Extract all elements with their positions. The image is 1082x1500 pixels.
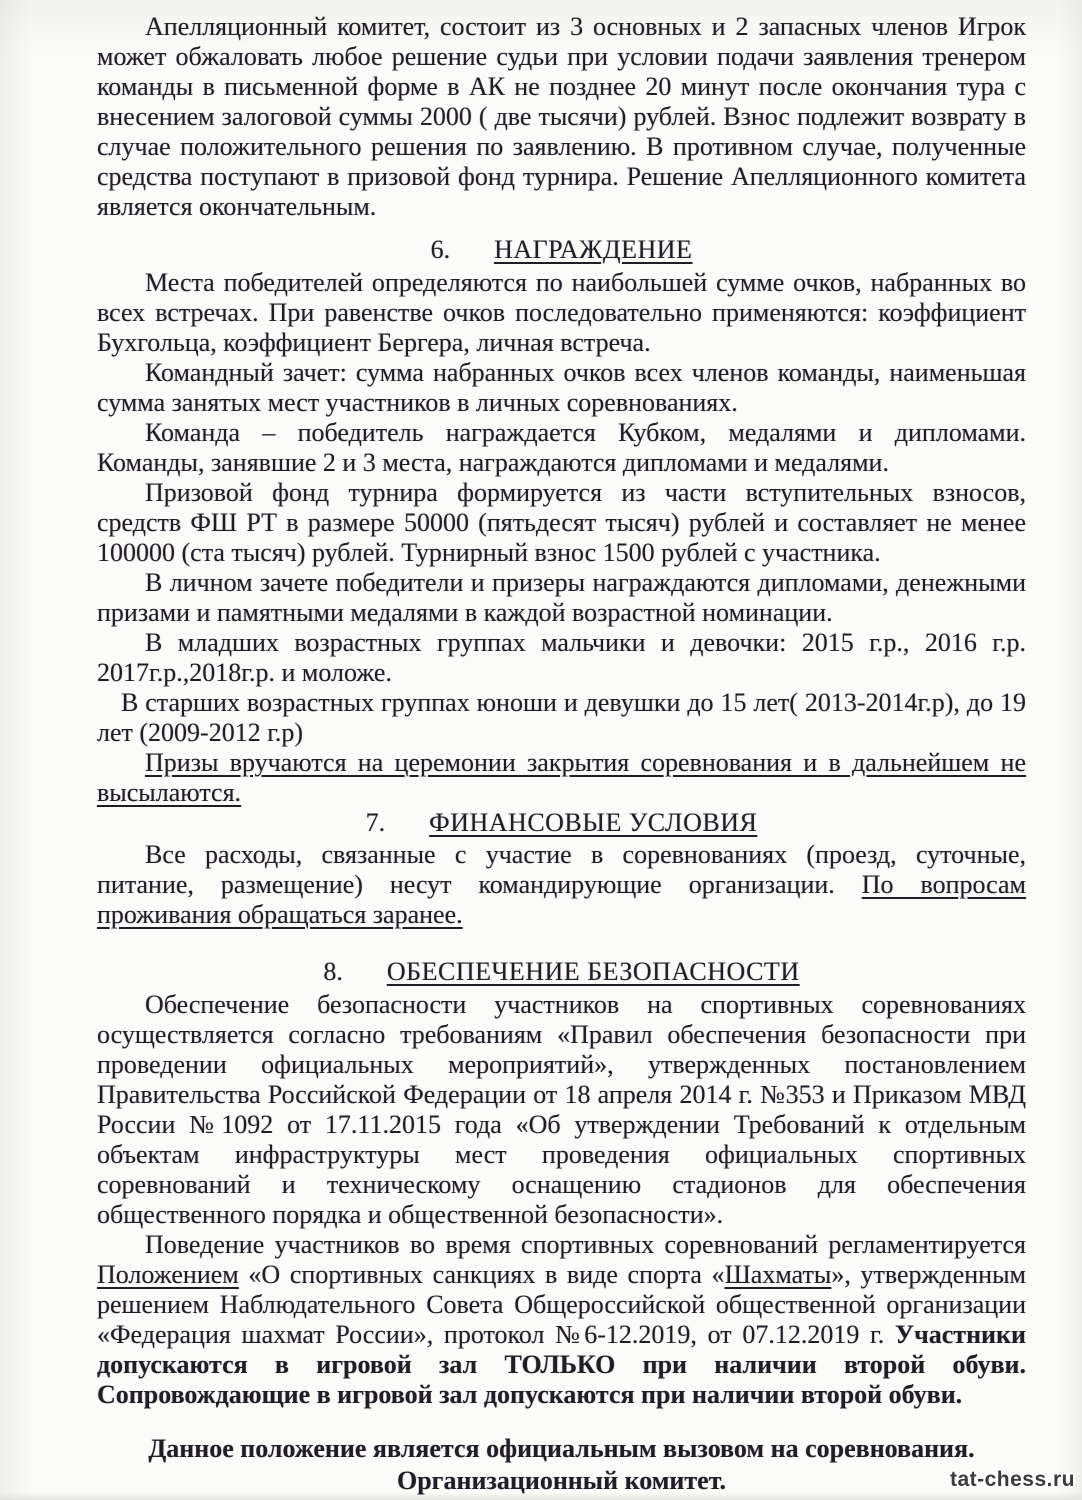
security-paragraph-regulations: Обеспечение безопасности участников на спортивных соревнованиях осуществляется согласно требованиям «Правил обеспечения безопасности при проведении официальных мероприятий», утвержденных постановлением Правительства Российской Федерации от 18 апреля 2014 г. №353 и Приказом МВД России №1092 от 17.11.2015 года «Об утверждении Требований к отдельным объектам инфраструктуры мест проведения официальных спортивных соревнований и техническому оснащению стадионов для обеспечения общественного порядка и общественной безопасности». (97, 990, 1026, 1229)
paragraph-appeal-committee: Апелляционный комитет, состоит из 3 основных и 2 запасных членов Игрок может обжаловать любое решение судьи при условии подачи заявления тренером команды в письменной форме в АК не позднее 20 минут после окончания тура с внесением залоговой суммы 2000 ( две тысячи) рублей. Взнос подлежит возврату в случае положительного решения по заявлению. В противном случае, полученные средства поступают в призовой фонд турнира. Решение Апелляционного комитета является окончательным. (97, 12, 1026, 221)
awards-underlined-note-text: Призы вручаются на церемонии закрытия соревнования и в дальнейшем не высылаются. (97, 748, 1026, 807)
conduct-regulation-underlined: Положением (97, 1260, 239, 1289)
organizing-committee-line: Организационный комитет. (396, 1466, 727, 1495)
financial-expenses-text: Все расходы, связанные с участие в соревнованиях (проезд, суточные, питание, размещение) несут командирующие организации. (97, 840, 1026, 899)
conduct-shoes-bold: Участники допускаются в игровой зал ТОЛЬКО при наличии второй обуви. Сопровождающие в игровой зал допускаются при наличии второй обуви. (97, 1320, 1026, 1409)
section-awards-heading (97, 235, 1026, 265)
security-paragraph-conduct (97, 1230, 1026, 1410)
awards-paragraph-junior-groups: В младших возрастных группах мальчики и девочки: 2015 г.р., 2016 г.р. 2017г.р.,2018г.р. и моложе. (97, 628, 1026, 687)
awards-paragraph-places: Места победителей определяются по наибольшей сумме очков, набранных во всех встречах. При равенстве очков последовательно применяются: коэффициент Бухгольца, коэффициент Бергера, личная встреча. (97, 268, 1026, 357)
watermark-site-label: tat-chess.ru (949, 1468, 1075, 1491)
financial-accommodation-underlined: По вопросам проживания обращаться заранее. (97, 870, 1026, 929)
section-security-number: 8. (323, 957, 343, 986)
section-financial-heading (97, 808, 1026, 838)
awards-paragraph-prize-fund: Призовой фонд турнира формируется из части вступительных взносов, средств ФШ РТ в размере 50000 (пятьдесят тысяч) рублей и составляет не менее 100000 (ста тысяч) рублей. Турнирный взнос 1500 рублей с участника. (97, 478, 1026, 567)
conduct-sanctions-text: «О спортивных санкциях в виде спорта « (238, 1260, 725, 1289)
conduct-protocol-text: », утвержденным решением Наблюдательного Совета Общероссийской общественной организации «Федерация шахмат России», протокол №6-12.2019, от 07.12.2019 г. (97, 1260, 1026, 1349)
section-security-title: ОБЕСПЕЧЕНИЕ БЕЗОПАСНОСТИ (386, 957, 800, 986)
document-content (97, 12, 1026, 1497)
financial-paragraph (97, 840, 1026, 930)
awards-paragraph-senior-groups: В старших возрастных группах юноши и девушки до 15 лет( 2013-2014г.р), до 19 лет (2009-2012 г.р) (97, 688, 1026, 747)
awards-paragraph-team-score: Командный зачет: сумма набранных очков всех членов команды, наименьшая сумма занятых мест участников в личных соревнованиях. (97, 358, 1026, 417)
conduct-chess-underlined: Шахматы (724, 1260, 832, 1289)
awards-paragraph-individual: В личном зачете победители и призеры награждаются дипломами, денежными призами и памятными медалями в каждой возрастной номинации. (97, 568, 1026, 627)
footer (97, 1433, 1026, 1497)
section-financial-number: 7. (365, 808, 386, 837)
awards-paragraph-team-prizes: Команда – победитель награждается Кубком, медалями и дипломами. Команды, занявшие 2 и 3 места, награждаются дипломами и медалями. (97, 418, 1026, 477)
section-financial-title: ФИНАНСОВЫЕ УСЛОВИЯ (429, 808, 758, 837)
conduct-intro-text: Поведение участников во время спортивных соревнований регламентируется (145, 1230, 1026, 1259)
awards-underlined-note (97, 748, 1026, 808)
section-security-heading (97, 957, 1026, 987)
section-awards-title: НАГРАЖДЕНИЕ (494, 235, 693, 264)
section-awards-number: 6. (430, 235, 451, 264)
official-invitation-line: Данное положение является официальным вызовом на соревнования. (148, 1434, 975, 1463)
